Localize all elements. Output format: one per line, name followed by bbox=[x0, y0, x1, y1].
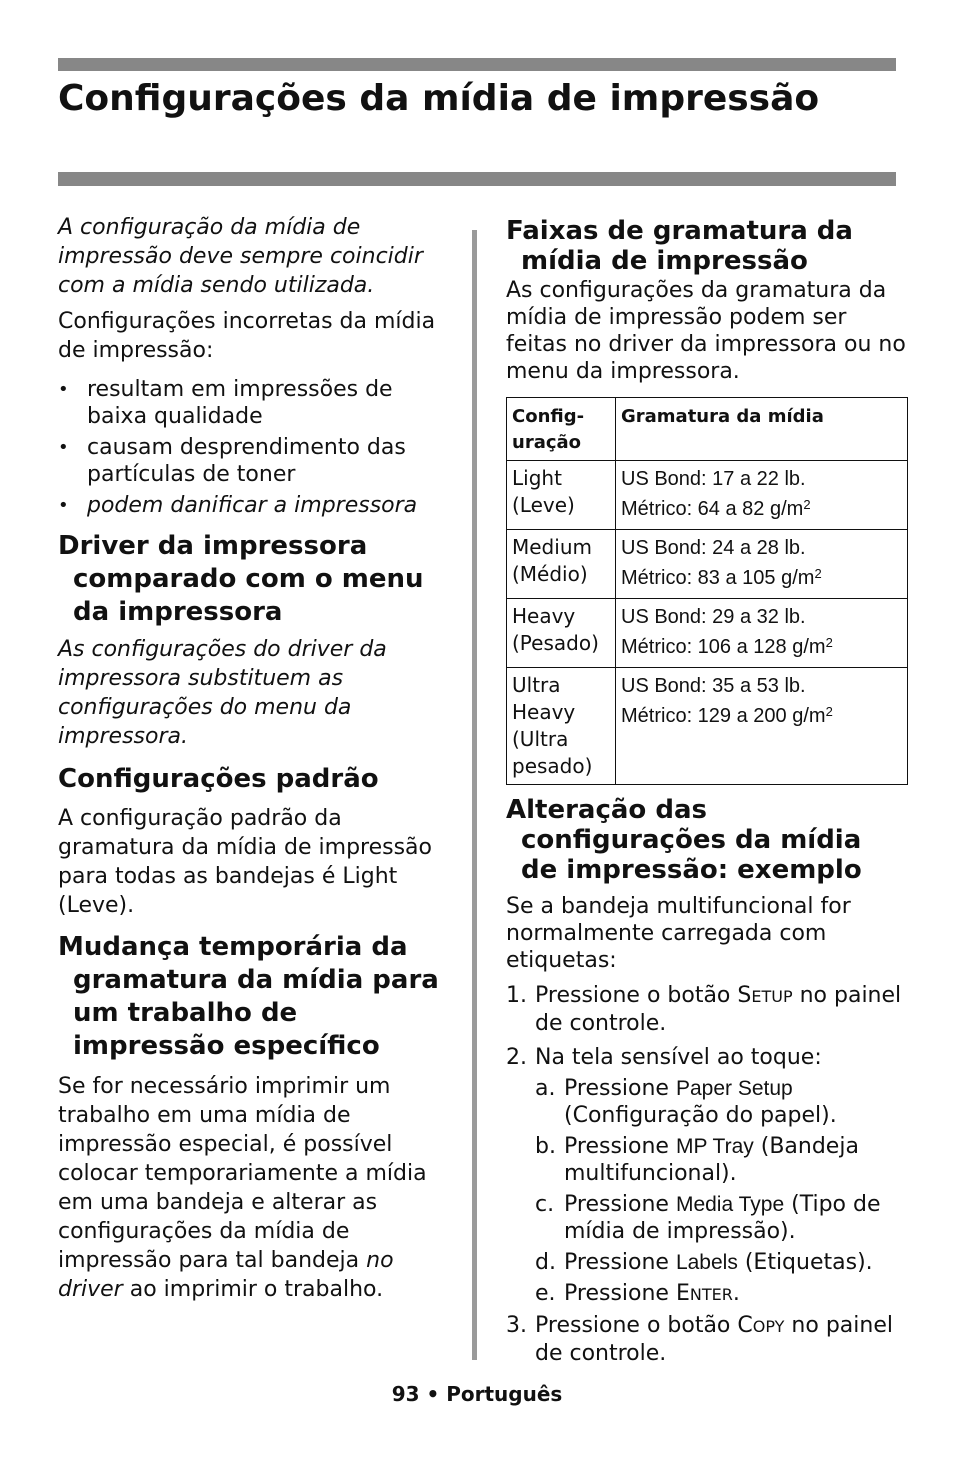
table-row bbox=[507, 599, 908, 668]
media-type-option: Media Type bbox=[675, 1193, 785, 1216]
weight-cell bbox=[616, 599, 908, 668]
bullet-list bbox=[58, 376, 453, 519]
right-column bbox=[506, 216, 906, 1367]
config-cell: Medium (Médio) bbox=[507, 530, 616, 599]
mp-tray-option: MP Tray bbox=[675, 1135, 754, 1158]
paper-setup-option: Paper Setup bbox=[675, 1077, 793, 1100]
copy-key: COPY bbox=[737, 1313, 785, 1338]
default-text: A configuração padrão da gramatura da mídia de impressão para todas as bandejas é Light (Leve). bbox=[58, 806, 432, 918]
weight-cell bbox=[616, 530, 908, 599]
metric-value: Métrico: 129 a 200 $g/m^2$ bbox=[621, 704, 833, 727]
intro-text: Configurações incorretas da mídia de impressão: bbox=[58, 309, 436, 363]
weight-cell bbox=[616, 668, 908, 785]
page-title: Configurações da mídia de impressão bbox=[58, 78, 820, 119]
substep-item: c. Pressione Media Type (Tipo de mídia de impressão). bbox=[535, 1192, 881, 1244]
header-config: Config- uração bbox=[507, 398, 616, 461]
enter-key: ENTER bbox=[675, 1281, 733, 1306]
driver-text: As configurações do driver da impressora substituem as configurações do menu da impressora. bbox=[58, 637, 387, 749]
substep-item: a. Pressione Paper Setup (Configuração do papel). bbox=[535, 1076, 837, 1128]
left-column bbox=[58, 210, 453, 1304]
metric-value: Métrico: 64 a 82 $g/m^2$ bbox=[621, 497, 811, 520]
setup-key: SETUP bbox=[737, 983, 793, 1008]
heading-driver-vs-menu: Driver da impressora comparado com o menu da impressora bbox=[58, 531, 424, 627]
table-row bbox=[507, 461, 908, 530]
metric-value: Métrico: 106 a 128 $g/m^2$ bbox=[621, 635, 833, 658]
table-row bbox=[507, 530, 908, 599]
substep-list bbox=[535, 1075, 906, 1308]
title-rule-top bbox=[58, 58, 896, 71]
list-item: • causam desprendimento das partículas de toner bbox=[58, 434, 453, 488]
labels-option: Labels bbox=[675, 1251, 738, 1274]
config-cell: Light (Leve) bbox=[507, 461, 616, 530]
intro-italic: A configuração da mídia de impressão deve sempre coincidir com a mídia sendo utilizada. bbox=[58, 215, 423, 298]
temporary-text-emphasis: no driver bbox=[58, 1248, 394, 1302]
temporary-text-part2: ao imprimir o trabalho. bbox=[122, 1277, 384, 1302]
us-bond-value: US Bond: 29 a 32 lb. bbox=[621, 606, 806, 628]
substep-item: e. Pressione ENTER. bbox=[535, 1281, 740, 1306]
step-item: 1. Pressione o botão SETUP no painel de controle. bbox=[506, 983, 902, 1036]
list-item: • resultam em impressões de baixa qualidade bbox=[58, 376, 453, 430]
heading-weight-ranges: Faixas de gramatura da mídia de impressão bbox=[506, 216, 853, 276]
config-cell: Heavy (Pesado) bbox=[507, 599, 616, 668]
page-footer: 93 • Português bbox=[391, 1382, 563, 1406]
example-text: Se a bandeja multifuncional for normalmente carregada com etiquetas: bbox=[506, 894, 851, 973]
us-bond-value: US Bond: 24 a 28 lb. bbox=[621, 537, 806, 559]
step-item: 2. Na tela sensível ao toque: a. Pressione Paper Setup (Configuração do papel). b. Pressione MP Tray (Bandeja multifuncional). c. Pressione Media Type (Tipo de mídia de impressão). d. Pressione Labels (Etiquetas). e. Pressione ENTER. bbox=[506, 1044, 906, 1308]
column-divider bbox=[472, 230, 477, 1360]
table-header-row bbox=[507, 398, 908, 461]
heading-temporary-change: Mudança temporária da gramatura da mídia para um trabalho de impressão específico bbox=[58, 932, 439, 1061]
substep-item: b. Pressione MP Tray (Bandeja multifuncional). bbox=[535, 1134, 859, 1186]
list-item: • podem danificar a impressora bbox=[58, 492, 453, 519]
weight-table bbox=[506, 397, 908, 785]
us-bond-value: US Bond: 17 a 22 lb. bbox=[621, 468, 806, 490]
title-rule-bottom bbox=[58, 172, 896, 186]
heading-default-settings: Configurações padrão bbox=[58, 764, 379, 794]
metric-value: Métrico: 83 a 105 $g/m^2$ bbox=[621, 566, 822, 589]
temporary-text-part1: Se for necessário imprimir um trabalho em uma mídia de impressão especial, é possível colocar temporariamente a mídia em uma bandeja e alterar as configurações da mídia de impressão para tal bandeja bbox=[58, 1074, 427, 1273]
step-list bbox=[506, 982, 906, 1367]
substep-item: d. Pressione Labels (Etiquetas). bbox=[535, 1250, 873, 1275]
us-bond-value: US Bond: 35 a 53 lb. bbox=[621, 675, 806, 697]
step-item: 3. Pressione o botão COPY no painel de controle. bbox=[506, 1313, 893, 1366]
temporary-text bbox=[58, 1072, 453, 1304]
header-weight: Gramatura da mídia bbox=[616, 398, 908, 461]
table-row bbox=[507, 668, 908, 785]
config-cell: Ultra Heavy (Ultra pesado) bbox=[507, 668, 616, 785]
weight-cell bbox=[616, 461, 908, 530]
ranges-text: As configurações da gramatura da mídia de impressão podem ser feitas no driver da impressora ou no menu da impressora. bbox=[506, 278, 906, 384]
heading-example: Alteração das configurações da mídia de impressão: exemplo bbox=[506, 795, 862, 885]
